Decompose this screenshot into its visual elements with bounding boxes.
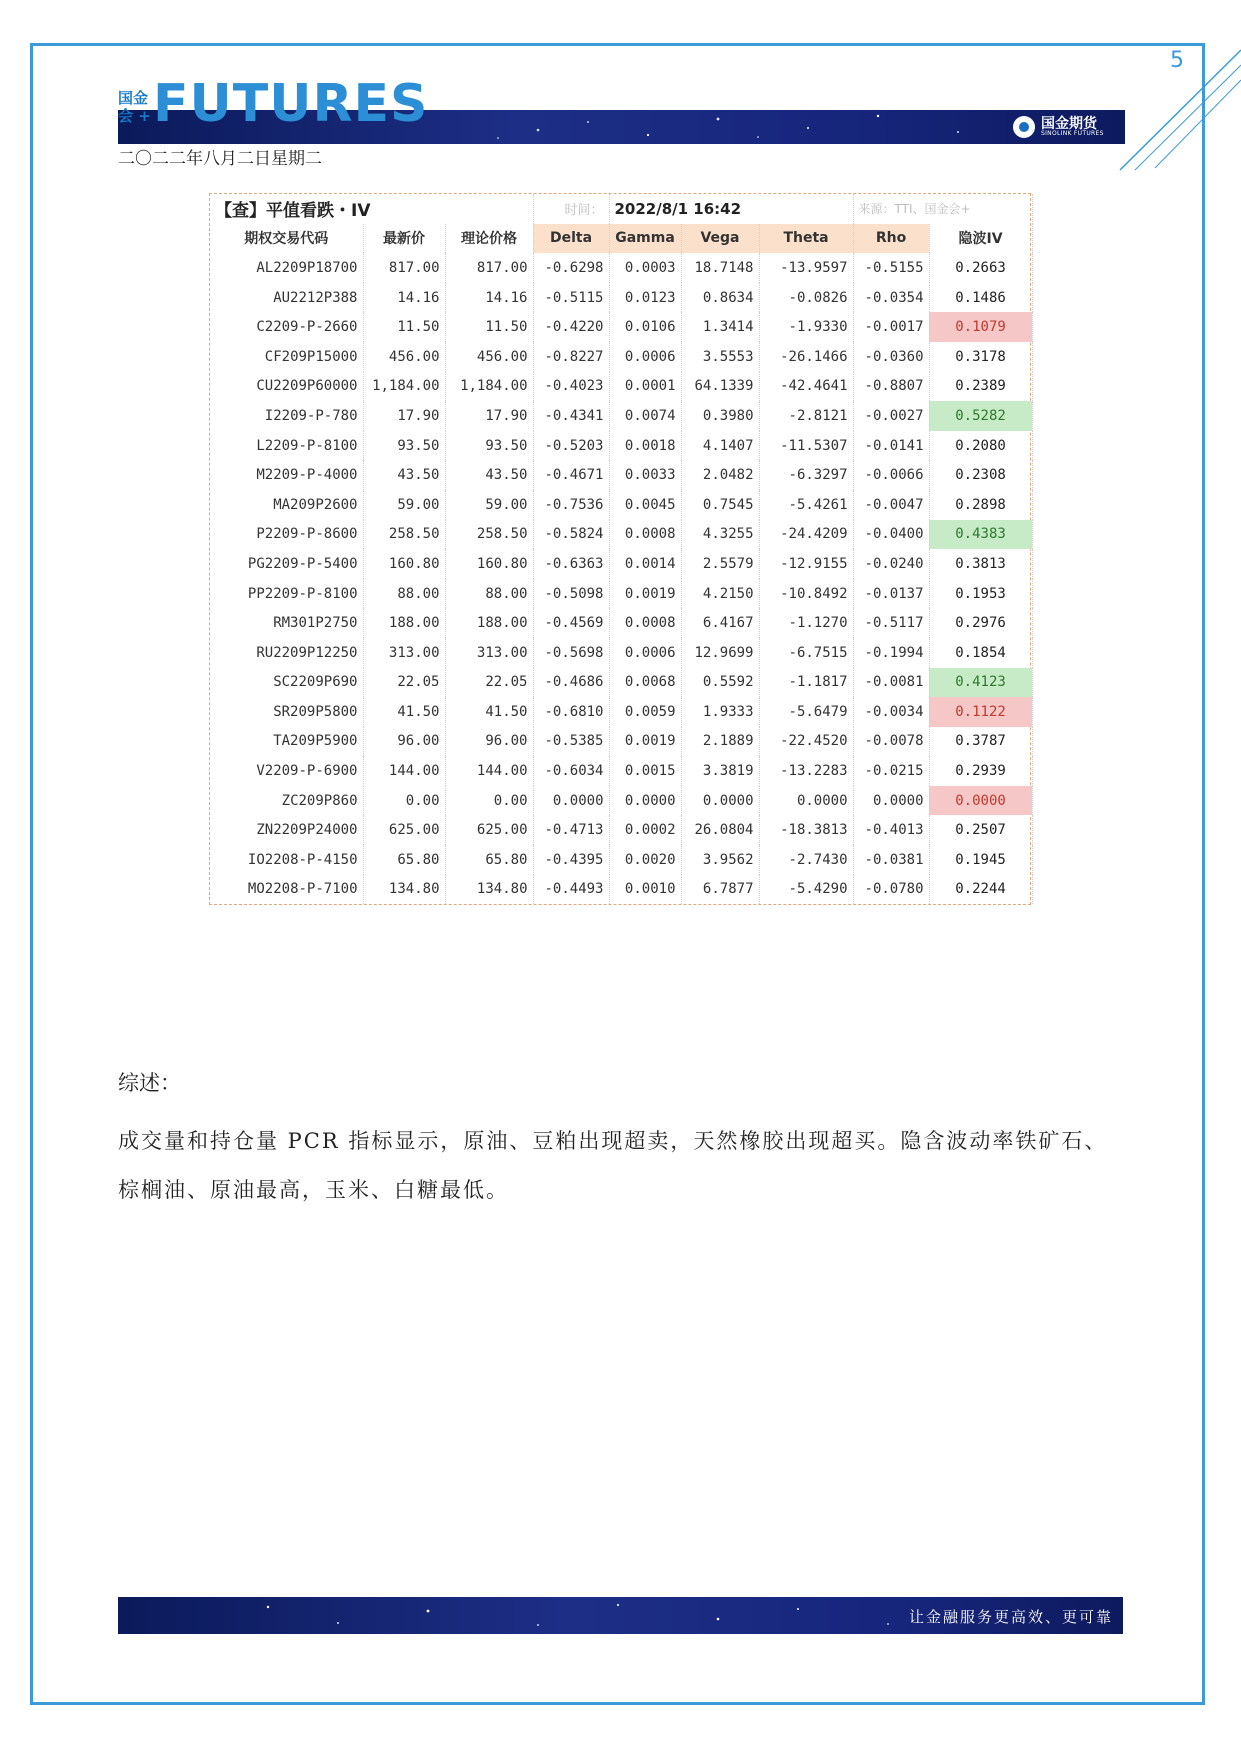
cell-theta: -11.5307: [759, 431, 853, 461]
cell-iv: 0.0000: [929, 786, 1032, 816]
options-table-card: [209, 193, 1031, 905]
brand-logo: [1013, 113, 1104, 141]
col-header-theo: 理论价格: [445, 224, 533, 254]
cell-delta: -0.4713: [533, 815, 609, 845]
cell-gamma: 0.0015: [609, 756, 681, 786]
cell-rho: -0.0381: [853, 845, 929, 875]
cell-code: L2209-P-8100: [210, 431, 363, 461]
cell-code: CU2209P60000: [210, 372, 363, 402]
col-header-code: 期权交易代码: [210, 224, 363, 254]
cell-vega: 2.1889: [681, 727, 759, 757]
footer-slogan: 让金融服务更高效、更可靠: [908, 1608, 1113, 1626]
cell-theta: -5.4290: [759, 875, 853, 905]
corner-decoration: [1110, 20, 1241, 180]
cell-theo: 134.80: [445, 875, 533, 905]
cell-code: TA209P5900: [210, 727, 363, 757]
cell-theo: 817.00: [445, 253, 533, 283]
cell-theta: -12.9155: [759, 549, 853, 579]
col-header-delta: Delta: [533, 224, 609, 254]
cell-theta: -26.1466: [759, 342, 853, 372]
cell-vega: 64.1339: [681, 372, 759, 402]
cell-theo: 22.05: [445, 668, 533, 698]
cell-vega: 0.7545: [681, 490, 759, 520]
cell-last: 188.00: [363, 608, 445, 638]
table-header-row: [210, 224, 1032, 254]
cell-last: 88.00: [363, 579, 445, 609]
cell-delta: -0.6034: [533, 756, 609, 786]
cell-gamma: 0.0014: [609, 549, 681, 579]
cell-delta: -0.6363: [533, 549, 609, 579]
cell-iv: 0.1079: [929, 312, 1032, 342]
summary-section: [118, 1067, 1128, 1215]
cell-theta: -1.1270: [759, 608, 853, 638]
cell-gamma: 0.0006: [609, 342, 681, 372]
cell-theta: -22.4520: [759, 727, 853, 757]
cell-delta: -0.4220: [533, 312, 609, 342]
cell-code: PG2209-P-5400: [210, 549, 363, 579]
cell-vega: 12.9699: [681, 638, 759, 668]
cell-theo: 0.00: [445, 786, 533, 816]
cell-rho: -0.1994: [853, 638, 929, 668]
table-title-row: [210, 194, 1032, 224]
cell-last: 59.00: [363, 490, 445, 520]
cell-gamma: 0.0068: [609, 668, 681, 698]
cell-gamma: 0.0008: [609, 520, 681, 550]
cell-rho: -0.0360: [853, 342, 929, 372]
cell-iv: 0.1953: [929, 579, 1032, 609]
cell-theo: 144.00: [445, 756, 533, 786]
cell-iv: 0.2976: [929, 608, 1032, 638]
cell-delta: -0.4341: [533, 401, 609, 431]
cell-delta: -0.5115: [533, 283, 609, 313]
cell-vega: 4.3255: [681, 520, 759, 550]
cell-vega: 0.0000: [681, 786, 759, 816]
cell-theo: 59.00: [445, 490, 533, 520]
cell-gamma: 0.0059: [609, 697, 681, 727]
cell-gamma: 0.0006: [609, 638, 681, 668]
cell-gamma: 0.0008: [609, 608, 681, 638]
table-title: 【查】平值看跌・IV: [210, 194, 533, 224]
cell-theta: -2.8121: [759, 401, 853, 431]
cell-rho: -0.0017: [853, 312, 929, 342]
table-row: [210, 875, 1032, 905]
logo-futures: FUTURES: [153, 74, 429, 134]
cell-gamma: 0.0000: [609, 786, 681, 816]
cell-gamma: 0.0045: [609, 490, 681, 520]
cell-vega: 1.3414: [681, 312, 759, 342]
table-row: [210, 815, 1032, 845]
cell-gamma: 0.0074: [609, 401, 681, 431]
cell-theta: -6.3297: [759, 460, 853, 490]
cell-gamma: 0.0018: [609, 431, 681, 461]
cell-delta: -0.4493: [533, 875, 609, 905]
cell-delta: -0.5385: [533, 727, 609, 757]
cell-gamma: 0.0123: [609, 283, 681, 313]
col-header-theta: Theta: [759, 224, 853, 254]
cell-delta: -0.4023: [533, 372, 609, 402]
table-row: [210, 786, 1032, 816]
cell-rho: -0.0027: [853, 401, 929, 431]
cell-vega: 3.3819: [681, 756, 759, 786]
summary-label: 综述：: [118, 1071, 181, 1095]
cell-vega: 0.3980: [681, 401, 759, 431]
cell-vega: 18.7148: [681, 253, 759, 283]
cell-rho: -0.0047: [853, 490, 929, 520]
cell-code: AU2212P388: [210, 283, 363, 313]
cell-theo: 43.50: [445, 460, 533, 490]
col-header-gamma: Gamma: [609, 224, 681, 254]
cell-last: 93.50: [363, 431, 445, 461]
cell-iv: 0.1854: [929, 638, 1032, 668]
cell-last: 313.00: [363, 638, 445, 668]
table-row: [210, 549, 1032, 579]
cell-vega: 26.0804: [681, 815, 759, 845]
cell-iv: 0.2308: [929, 460, 1032, 490]
cell-delta: -0.5824: [533, 520, 609, 550]
table-row: [210, 697, 1032, 727]
cell-theo: 11.50: [445, 312, 533, 342]
cell-theta: -1.1817: [759, 668, 853, 698]
cell-theo: 14.16: [445, 283, 533, 313]
brand-mark-icon: [1013, 116, 1035, 138]
cell-rho: -0.0137: [853, 579, 929, 609]
table-row: [210, 431, 1032, 461]
cell-iv: 0.4123: [929, 668, 1032, 698]
table-row: [210, 579, 1032, 609]
cell-vega: 3.5553: [681, 342, 759, 372]
cell-rho: -0.0780: [853, 875, 929, 905]
cell-gamma: 0.0003: [609, 253, 681, 283]
cell-delta: -0.5203: [533, 431, 609, 461]
cell-theta: -10.8492: [759, 579, 853, 609]
cell-theo: 1,184.00: [445, 372, 533, 402]
cell-last: 43.50: [363, 460, 445, 490]
cell-rho: -0.5117: [853, 608, 929, 638]
cell-iv: 0.1486: [929, 283, 1032, 313]
cell-code: P2209-P-8600: [210, 520, 363, 550]
cell-delta: -0.6298: [533, 253, 609, 283]
cell-rho: -0.5155: [853, 253, 929, 283]
cell-theo: 17.90: [445, 401, 533, 431]
cell-iv: 0.3178: [929, 342, 1032, 372]
cell-code: SR209P5800: [210, 697, 363, 727]
cell-code: M2209-P-4000: [210, 460, 363, 490]
table-row: [210, 756, 1032, 786]
cell-last: 1,184.00: [363, 372, 445, 402]
cell-theo: 65.80: [445, 845, 533, 875]
cell-vega: 2.5579: [681, 549, 759, 579]
cell-iv: 0.2663: [929, 253, 1032, 283]
options-table: [210, 194, 1033, 904]
cell-theta: -42.4641: [759, 372, 853, 402]
cell-delta: -0.8227: [533, 342, 609, 372]
col-header-vega: Vega: [681, 224, 759, 254]
table-row: [210, 727, 1032, 757]
cell-code: V2209-P-6900: [210, 756, 363, 786]
cell-iv: 0.2507: [929, 815, 1032, 845]
cell-delta: -0.4569: [533, 608, 609, 638]
cell-rho: -0.4013: [853, 815, 929, 845]
table-row: [210, 490, 1032, 520]
cell-delta: -0.4671: [533, 460, 609, 490]
cell-last: 160.80: [363, 549, 445, 579]
cell-code: CF209P15000: [210, 342, 363, 372]
cell-theta: -6.7515: [759, 638, 853, 668]
cell-iv: 0.4383: [929, 520, 1032, 550]
cell-theo: 41.50: [445, 697, 533, 727]
cell-theta: -13.9597: [759, 253, 853, 283]
cell-theta: -13.2283: [759, 756, 853, 786]
cell-theo: 258.50: [445, 520, 533, 550]
cell-theta: -5.6479: [759, 697, 853, 727]
cell-iv: 0.2244: [929, 875, 1032, 905]
cell-delta: -0.7536: [533, 490, 609, 520]
cell-last: 817.00: [363, 253, 445, 283]
cell-code: MA209P2600: [210, 490, 363, 520]
cell-theta: -1.9330: [759, 312, 853, 342]
cell-gamma: 0.0106: [609, 312, 681, 342]
cell-delta: -0.5098: [533, 579, 609, 609]
cell-last: 258.50: [363, 520, 445, 550]
cell-code: ZC209P860: [210, 786, 363, 816]
cell-last: 17.90: [363, 401, 445, 431]
cell-code: SC2209P690: [210, 668, 363, 698]
table-row: [210, 372, 1032, 402]
cell-gamma: 0.0019: [609, 579, 681, 609]
cell-vega: 6.4167: [681, 608, 759, 638]
cell-theta: -2.7430: [759, 845, 853, 875]
cell-vega: 6.7877: [681, 875, 759, 905]
cell-last: 22.05: [363, 668, 445, 698]
cell-theta: -24.4209: [759, 520, 853, 550]
cell-theo: 313.00: [445, 638, 533, 668]
cell-last: 41.50: [363, 697, 445, 727]
cell-rho: -0.0034: [853, 697, 929, 727]
cell-vega: 4.1407: [681, 431, 759, 461]
cell-iv: 0.3787: [929, 727, 1032, 757]
cell-theta: -0.0826: [759, 283, 853, 313]
cell-rho: -0.0141: [853, 431, 929, 461]
cell-iv: 0.1945: [929, 845, 1032, 875]
source-label: 来源：TTI、国金会+: [853, 194, 1032, 224]
cell-vega: 1.9333: [681, 697, 759, 727]
col-header-iv: 隐波IV: [929, 224, 1032, 254]
cell-gamma: 0.0010: [609, 875, 681, 905]
cell-theo: 88.00: [445, 579, 533, 609]
cell-code: AL2209P18700: [210, 253, 363, 283]
brand-name-en: SINOLINK FUTURES: [1041, 130, 1104, 137]
cell-theo: 96.00: [445, 727, 533, 757]
cell-gamma: 0.0001: [609, 372, 681, 402]
cell-delta: 0.0000: [533, 786, 609, 816]
table-row: [210, 460, 1032, 490]
cell-vega: 0.5592: [681, 668, 759, 698]
cell-theo: 188.00: [445, 608, 533, 638]
cell-rho: -0.0400: [853, 520, 929, 550]
cell-last: 11.50: [363, 312, 445, 342]
cell-iv: 0.2080: [929, 431, 1032, 461]
cell-rho: -0.0066: [853, 460, 929, 490]
cell-rho: -0.0240: [853, 549, 929, 579]
cell-vega: 4.2150: [681, 579, 759, 609]
cell-code: MO2208-P-7100: [210, 875, 363, 905]
cell-theo: 625.00: [445, 815, 533, 845]
cell-last: 0.00: [363, 786, 445, 816]
table-row: [210, 312, 1032, 342]
cell-gamma: 0.0019: [609, 727, 681, 757]
cell-delta: -0.5698: [533, 638, 609, 668]
table-row: [210, 608, 1032, 638]
table-row: [210, 520, 1032, 550]
cell-iv: 0.1122: [929, 697, 1032, 727]
report-date: 二〇二二年八月二日星期二: [118, 149, 322, 169]
cell-theta: -5.4261: [759, 490, 853, 520]
cell-delta: -0.4395: [533, 845, 609, 875]
cell-iv: 0.5282: [929, 401, 1032, 431]
cell-last: 456.00: [363, 342, 445, 372]
cell-rho: -0.0078: [853, 727, 929, 757]
table-row: [210, 283, 1032, 313]
cell-rho: -0.0215: [853, 756, 929, 786]
cell-gamma: 0.0033: [609, 460, 681, 490]
cell-vega: 0.8634: [681, 283, 759, 313]
time-value: 2022/8/1 16:42: [609, 194, 853, 224]
cell-vega: 2.0482: [681, 460, 759, 490]
cell-iv: 0.2898: [929, 490, 1032, 520]
cell-code: RU2209P12250: [210, 638, 363, 668]
cell-code: IO2208-P-4150: [210, 845, 363, 875]
cell-last: 65.80: [363, 845, 445, 875]
cell-last: 14.16: [363, 283, 445, 313]
table-row: [210, 401, 1032, 431]
cell-code: C2209-P-2660: [210, 312, 363, 342]
cell-code: RM301P2750: [210, 608, 363, 638]
cell-delta: -0.6810: [533, 697, 609, 727]
cell-vega: 3.9562: [681, 845, 759, 875]
cell-rho: -0.8807: [853, 372, 929, 402]
cell-last: 96.00: [363, 727, 445, 757]
cell-theo: 456.00: [445, 342, 533, 372]
cell-last: 625.00: [363, 815, 445, 845]
footer-band: [118, 1597, 1123, 1634]
cell-iv: 0.2939: [929, 756, 1032, 786]
time-label: 时间：: [533, 194, 609, 224]
logo-cn: 国金 会 +: [118, 89, 151, 125]
cell-gamma: 0.0002: [609, 815, 681, 845]
cell-code: PP2209-P-8100: [210, 579, 363, 609]
cell-theta: -18.3813: [759, 815, 853, 845]
cell-rho: 0.0000: [853, 786, 929, 816]
cell-theo: 160.80: [445, 549, 533, 579]
table-row: [210, 253, 1032, 283]
col-header-last: 最新价: [363, 224, 445, 254]
cell-theo: 93.50: [445, 431, 533, 461]
table-row: [210, 342, 1032, 372]
cell-last: 134.80: [363, 875, 445, 905]
cell-gamma: 0.0020: [609, 845, 681, 875]
table-row: [210, 845, 1032, 875]
cell-theta: 0.0000: [759, 786, 853, 816]
cell-code: I2209-P-780: [210, 401, 363, 431]
brand-name-cn: 国金期货: [1041, 116, 1097, 132]
cell-rho: -0.0081: [853, 668, 929, 698]
table-row: [210, 638, 1032, 668]
cell-code: ZN2209P24000: [210, 815, 363, 845]
cell-rho: -0.0354: [853, 283, 929, 313]
cell-last: 144.00: [363, 756, 445, 786]
page-number: 5: [1170, 48, 1184, 73]
summary-paragraph: 成交量和持仓量 PCR 指标显示，原油、豆粕出现超卖，天然橡胶出现超买。隐含波动率铁矿石、棕榈油、原油最高，玉米、白糖最低。: [118, 1129, 1108, 1202]
col-header-rho: Rho: [853, 224, 929, 254]
cell-iv: 0.3813: [929, 549, 1032, 579]
table-row: [210, 668, 1032, 698]
cell-delta: -0.4686: [533, 668, 609, 698]
cell-iv: 0.2389: [929, 372, 1032, 402]
